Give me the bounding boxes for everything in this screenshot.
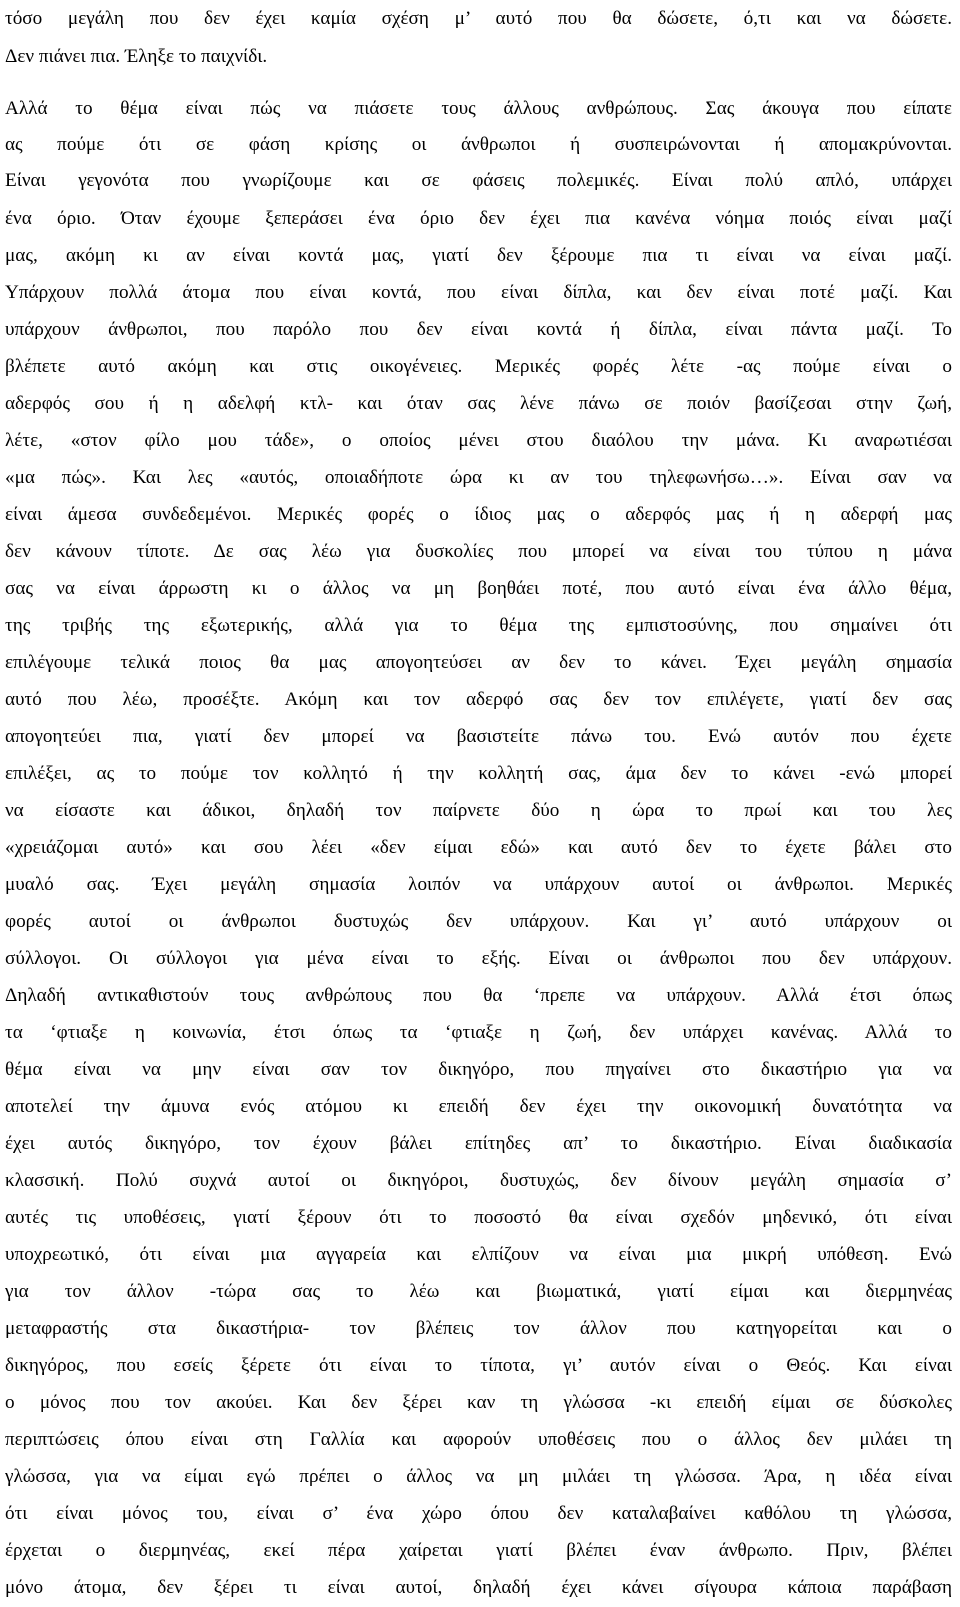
text-line: ο μόνος που τον ακούει. Και δεν ξέρει καν τη γλώσσα -κι επειδή είμαι σε δύσκολες [5,1392,952,1413]
text-line: επιλέξει, ας το πούμε τον κολλητό ή την κολλητή σας, άμα δεν το κάνει -ενώ μπορεί [5,763,952,784]
text-line: απογοητεύει πια, γιατί δεν μπορεί να βασιστείτε πάνω του. Ενώ αυτόν που έχετε [5,726,952,747]
text-line: υποχρεωτικό, ότι είναι μια αγγαρεία και ελπίζουν να είναι μια μικρή υπόθεση. Ενώ [5,1244,952,1265]
text-line: αδερφός σου ή η αδελφή κτλ- και όταν σας λένε πάνω σε ποιόν βασίζεσαι στην ζωή, [5,393,952,414]
text-line: «χρειάζομαι αυτό» και σου λέει «δεν είμαι εδώ» και αυτό δεν το έχετε βάλει στο [5,837,952,858]
text-line: μυαλό σας. Έχει μεγάλη σημασία λοιπόν να υπάρχουν αυτοί οι άνθρωποι. Μερικές [5,874,952,895]
text-line: έρχεται ο διερμηνέας, εκεί πέρα χαίρεται γιατί βλέπει έναν άνθρωπο. Πριν, βλέπει [5,1540,952,1561]
text-line: για τον άλλον -τώρα σας το λέω και βιωματικά, γιατί είμαι και διερμηνέας [5,1281,952,1302]
text-line: μας, ακόμη κι αν είναι κοντά μας, γιατί δεν ξέρουμε πια τι είναι να είναι μαζί. [5,245,952,266]
text-line: επιλέγουμε τελικά ποιος θα μας απογοητεύσει αν δεν το κάνει. Έχει μεγάλη σημασία [5,652,952,673]
text-line: έχει αυτός δικηγόρο, τον έχουν βάλει επίτηδες απ’ το δικαστήριο. Είναι διαδικασία [5,1133,952,1154]
text-line: λέτε, «στον φίλο μου τάδε», ο οποίος μένει στου διαόλου την μάνα. Κι αναρωτιέσαι [5,430,952,451]
text-line: κλασσική. Πολύ συχνά αυτοί οι δικηγόροι, δυστυχώς, δεν δίνουν μεγάλη σημασία σ’ [5,1170,952,1191]
text-line: «μα πώς». Και λες «αυτός, οποιαδήποτε ώρα κι αν του τηλεφωνήσω…». Είναι σαν να [5,467,952,488]
text-line: υπάρχουν άνθρωποι, που παρόλο που δεν είναι κοντά ή δίπλα, είναι πάντα μαζί. Το [5,319,952,340]
text-line: τα ‘φτιαξε η κοινωνία, έτσι όπως τα ‘φτιαξε η ζωή, δεν υπάρχει κανένας. Αλλά το [5,1022,952,1043]
text-line: Υπάρχουν πολλά άτομα που είναι κοντά, που είναι δίπλα, και δεν είναι ποτέ μαζί. Και [5,282,952,303]
text-line: τόσο μεγάλη που δεν έχει καμία σχέση μ’ αυτό που θα δώσετε, ό,τι και να δώσετε. [5,8,952,29]
text-line: σύλλογοι. Οι σύλλογοι για μένα είναι το εξής. Είναι οι άνθρωποι που δεν υπάρχουν. [5,948,952,969]
text-line: ότι είναι μόνος του, είναι σ’ ένα χώρο όπου δεν καταλαβαίνει καθόλου τη γλώσσα, [5,1503,952,1524]
text-line: σας να είναι άρρωστη κι ο άλλος να μη βοηθάει ποτέ, που αυτό είναι ένα άλλο θέμα, [5,578,952,599]
text-line: Δηλαδή αντικαθιστούν τους ανθρώπους που θα ‘πρεπε να υπάρχουν. Αλλά έτσι όπως [5,985,952,1006]
text-line: μεταφραστής στα δικαστήρια- τον βλέπεις τον άλλον που κατηγορείται και ο [5,1318,952,1339]
text-line: είναι άμεσα συνδεδεμένοι. Μερικές φορές ο ίδιος μας ο αδερφός μας ή η αδερφή μας [5,504,952,525]
text-line: μόνο άτομα, δεν ξέρει τι είναι αυτοί, δηλαδή έχει κάνει σίγουρα κάποια παράβαση [5,1577,952,1598]
text-line: ας πούμε ότι σε φάση κρίσης οι άνθρωποι ή συσπειρώνονται ή απομακρύνονται. [5,134,952,155]
text-line: φορές αυτοί οι άνθρωποι δυστυχώς δεν υπάρχουν. Και γι’ αυτό υπάρχουν οι [5,911,952,932]
text-line: δικηγόρος, που εσείς ξέρετε ότι είναι το τίποτα, γι’ αυτόν είναι ο Θεός. Και είναι [5,1355,952,1376]
text-line: θέμα είναι να μην είναι σαν τον δικηγόρο, που πηγαίνει στο δικαστήριο για να [5,1059,952,1080]
text-line: αυτές τις υποθέσεις, γιατί ξέρουν ότι το ποσοστό θα είναι σχεδόν μηδενικό, ότι είναι [5,1207,952,1228]
text-line: αποτελεί την άμυνα ενός ατόμου κι επειδή δεν έχει την οικονομική δυνατότητα να [5,1096,952,1117]
text-line: της τριβής της εξωτερικής, αλλά για το θέμα της εμπιστοσύνης, που σημαίνει ότι [5,615,952,636]
text-line: δεν κάνουν τίποτε. Δε σας λέω για δυσκολίες που μπορεί να είναι του τύπου η μάνα [5,541,952,562]
text-line: Δεν πιάνει πια. Έληξε το παιχνίδι. [5,46,268,67]
text-line: ένα όριο. Όταν έχουμε ξεπεράσει ένα όριο δεν έχει πια κανένα νόημα ποιός είναι μαζί [5,208,952,229]
text-line: αυτό που λέω, προσέξτε. Ακόμη και τον αδερφό σας δεν τον επιλέγετε, γιατί δεν σας [5,689,952,710]
text-line: βλέπετε αυτό ακόμη και στις οικογένειες. Μερικές φορές λέτε -ας πούμε είναι ο [5,356,952,377]
text-line: γλώσσα, για να είμαι εγώ πρέπει ο άλλος να μη μιλάει τη γλώσσα. Άρα, η ιδέα είναι [5,1466,952,1487]
text-line: Αλλά το θέμα είναι πώς να πιάσετε τους άλλους ανθρώπους. Σας άκουγα που είπατε [5,98,952,119]
text-line: Είναι γεγονότα που γνωρίζουμε και σε φάσεις πολεμικές. Είναι πολύ απλό, υπάρχει [5,170,952,191]
text-line: περιπτώσεις όπου είναι στη Γαλλία και αφορούν υποθέσεις που ο άλλος δεν μιλάει τη [5,1429,952,1450]
text-line: να είσαστε και άδικοι, δηλαδή τον παίρνετε δύο η ώρα το πρωί και του λες [5,800,952,821]
